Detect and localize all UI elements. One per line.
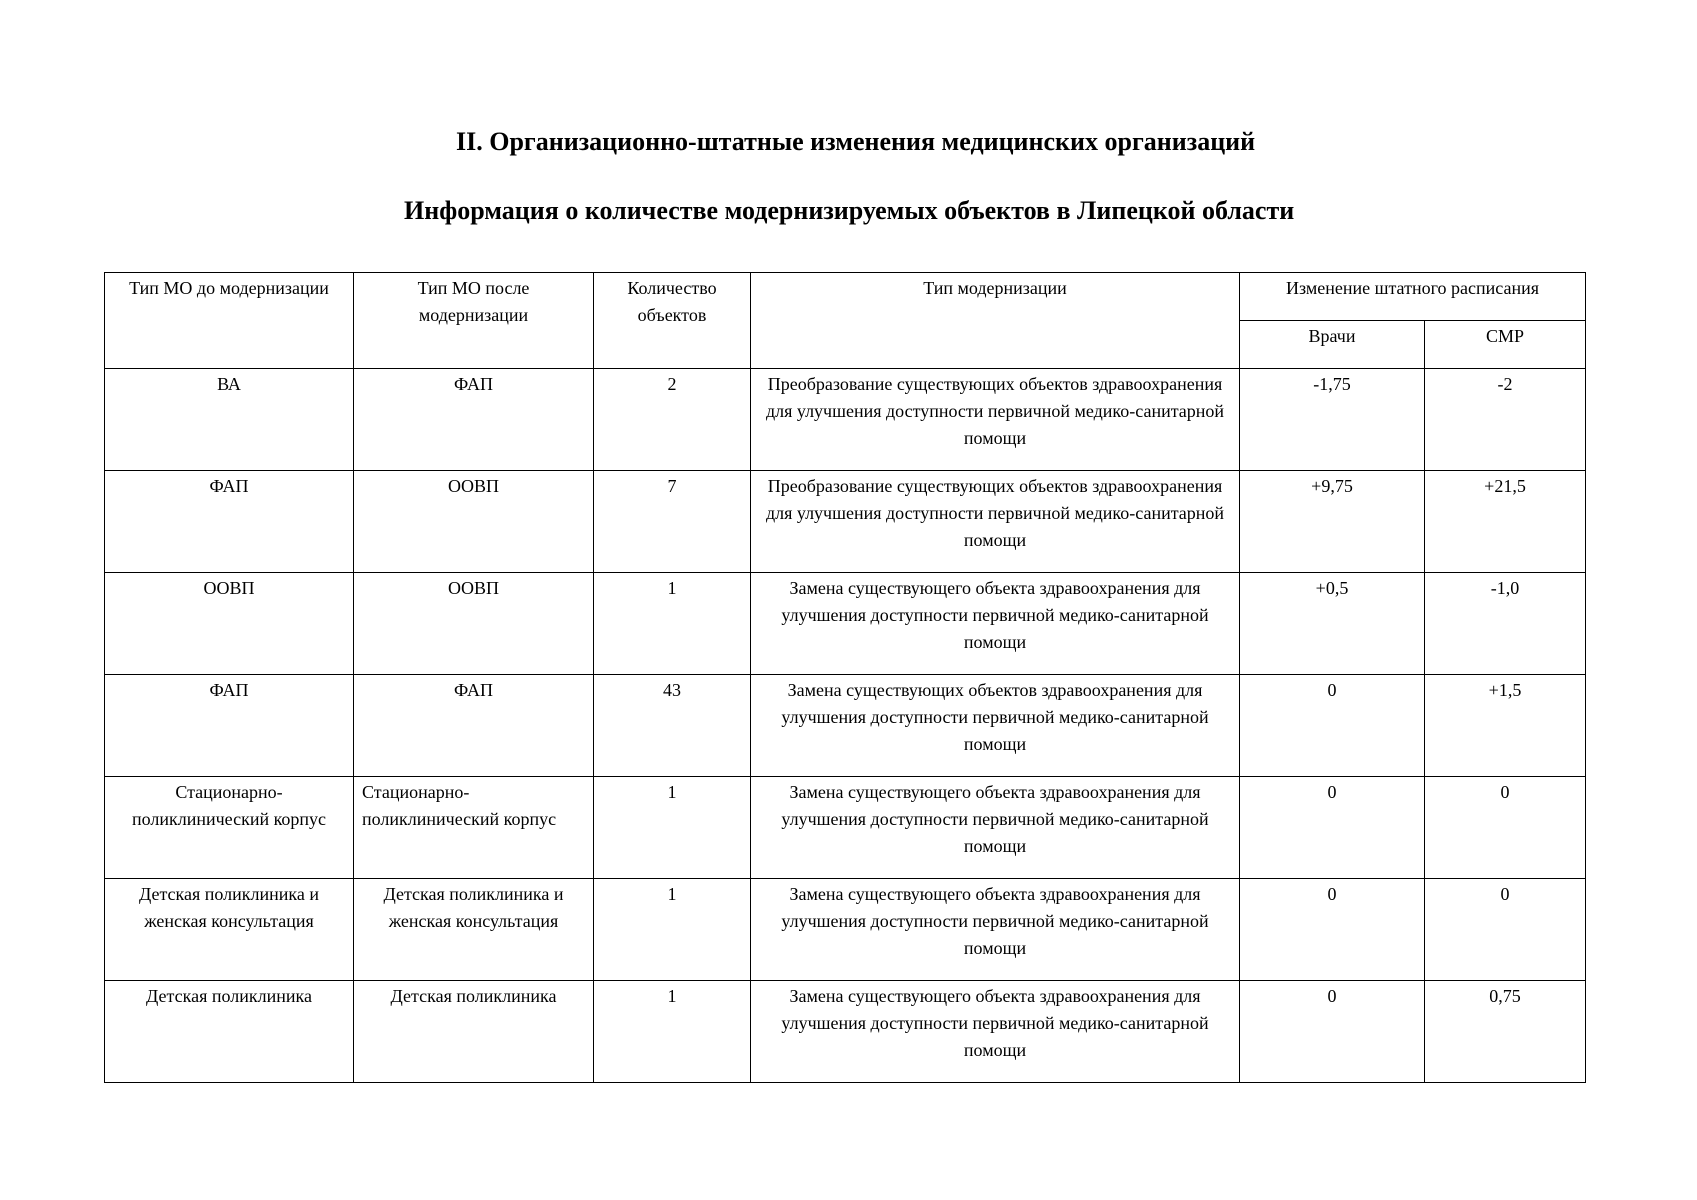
cell-modernization-type: Замена существующих объектов здравоохранения для улучшения доступности первичной медико-санитарной помощи xyxy=(751,675,1240,777)
page-subtitle: Информация о количестве модернизируемых объектов в Липецкой области xyxy=(404,196,1295,225)
cell-doctors: +0,5 xyxy=(1240,573,1425,675)
table-row xyxy=(105,675,1586,777)
cell-modernization-type: Замена существующего объекта здравоохранения для улучшения доступности первичной медико-санитарной помощи xyxy=(751,879,1240,981)
cell-smr: 0 xyxy=(1425,879,1586,981)
cell-doctors: 0 xyxy=(1240,675,1425,777)
cell-smr: +21,5 xyxy=(1425,471,1586,573)
cell-smr: 0,75 xyxy=(1425,981,1586,1083)
cell-type-after: ФАП xyxy=(354,675,594,777)
table-row xyxy=(105,777,1586,879)
table-header-row xyxy=(105,273,1586,321)
header-modernization-type-text: Тип модернизации xyxy=(923,278,1067,298)
cell-count: 1 xyxy=(594,879,751,981)
cell-modernization-type: Преобразование существующих объектов здравоохранения для улучшения доступности первичной медико-санитарной помощи xyxy=(751,471,1240,573)
cell-doctors: 0 xyxy=(1240,777,1425,879)
cell-type-before: ООВП xyxy=(105,573,354,675)
cell-count: 43 xyxy=(594,675,751,777)
cell-type-after: ФАП xyxy=(354,369,594,471)
cell-type-before: Детская поликлиника и женская консультация xyxy=(105,879,354,981)
cell-count: 2 xyxy=(594,369,751,471)
cell-doctors: +9,75 xyxy=(1240,471,1425,573)
cell-doctors: 0 xyxy=(1240,879,1425,981)
cell-type-after: Стационарно-поликлинический корпус xyxy=(354,777,594,879)
cell-type-after: ООВП xyxy=(354,573,594,675)
cell-modernization-type: Преобразование существующих объектов здравоохранения для улучшения доступности первичной медико-санитарной помощи xyxy=(751,369,1240,471)
cell-type-before: ВА xyxy=(105,369,354,471)
cell-type-after: ООВП xyxy=(354,471,594,573)
cell-type-before: ФАП xyxy=(105,675,354,777)
cell-type-before: Детская поликлиника xyxy=(105,981,354,1083)
cell-smr: 0 xyxy=(1425,777,1586,879)
header-type-after-text: Тип МО после модернизации xyxy=(417,278,530,325)
header-count xyxy=(594,273,751,369)
header-doctors xyxy=(1240,321,1425,369)
table-row xyxy=(105,471,1586,573)
cell-type-before: Стационарно-поликлинический корпус xyxy=(105,777,354,879)
cell-modernization-type: Замена существующего объекта здравоохранения для улучшения доступности первичной медико-санитарной помощи xyxy=(751,777,1240,879)
cell-count: 7 xyxy=(594,471,751,573)
table-row xyxy=(105,981,1586,1083)
header-type-before-text: Тип МО до модернизации xyxy=(129,278,329,298)
cell-doctors: -1,75 xyxy=(1240,369,1425,471)
cell-smr: +1,5 xyxy=(1425,675,1586,777)
section-title: II. Организационно-штатные изменения медицинских организаций xyxy=(456,127,1256,156)
cell-modernization-type: Замена существующего объекта здравоохранения для улучшения доступности первичной медико-санитарной помощи xyxy=(751,573,1240,675)
header-type-after xyxy=(354,273,594,369)
header-modernization-type xyxy=(751,273,1240,369)
cell-doctors: 0 xyxy=(1240,981,1425,1083)
cell-type-before: ФАП xyxy=(105,471,354,573)
cell-type-after: Детская поликлиника и женская консультация xyxy=(354,879,594,981)
header-count-text: Количество объектов xyxy=(627,278,717,325)
table-row xyxy=(105,573,1586,675)
cell-type-after: Детская поликлиника xyxy=(354,981,594,1083)
header-smr-text: СМР xyxy=(1485,326,1525,346)
cell-count: 1 xyxy=(594,777,751,879)
cell-count: 1 xyxy=(594,573,751,675)
cell-count: 1 xyxy=(594,981,751,1083)
cell-smr: -2 xyxy=(1425,369,1586,471)
header-type-before xyxy=(105,273,354,369)
table-row xyxy=(105,879,1586,981)
modernization-table xyxy=(104,272,1586,1083)
table-row xyxy=(105,369,1586,471)
cell-modernization-type: Замена существующего объекта здравоохранения для улучшения доступности первичной медико-санитарной помощи xyxy=(751,981,1240,1083)
header-staff-change xyxy=(1240,273,1586,321)
header-doctors-text: Врачи xyxy=(1308,326,1356,346)
cell-smr: -1,0 xyxy=(1425,573,1586,675)
header-staff-change-text: Изменение штатного расписания xyxy=(1286,278,1540,298)
header-smr xyxy=(1425,321,1586,369)
